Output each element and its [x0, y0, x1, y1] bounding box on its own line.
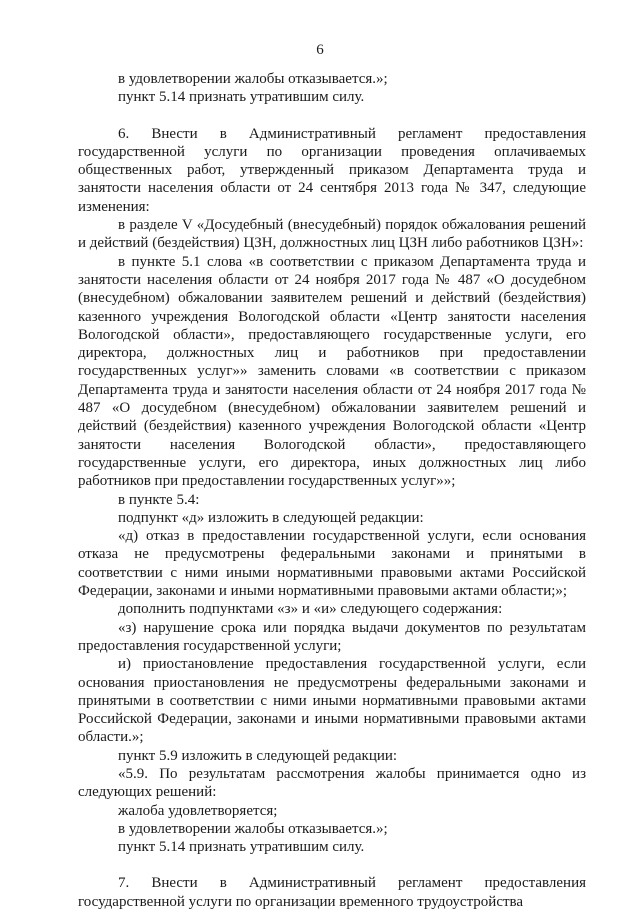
- paragraph-gap: [78, 856, 586, 874]
- paragraph: «з) нарушение срока или порядка выдачи документов по результатам предоставления государственной услуги;: [78, 619, 586, 654]
- paragraph: пункт 5.9 изложить в следующей редакции:: [118, 747, 398, 764]
- paragraph: в пункте 5.1 слова «в соответствии с приказом Департамента труда и занятости населения области от 24 ноября 2017 года № 487 «О досудебном (внесудебном) обжаловании заявителем решений и действий (бездействия) казенного учреждения Вологодской области «Центр занятости населения Вологодской области», предоставляющего государственные услуги, его директора, должностных лиц и работников при предоставлении государственных услуг»» заменить словами «в соответствии с приказом Департамента труда и занятости населения области от 24 ноября 2017 года № 487 «О досудебном (внесудебном) обжаловании заявителем решений и действий (бездействия) казенного учреждения Вологодской области «Центр занятости населения Вологодской области», предоставляющего государственные услуги, его директора, иных должностных лиц либо работников при предоставлении государственных услуг»»;: [78, 253, 586, 490]
- paragraph: в удовлетворении жалобы отказывается.»;: [118, 71, 388, 87]
- page-number: 6: [316, 42, 324, 58]
- paragraph: 6. Внести в Административный регламент предоставления государственной услуги по организации проведения оплачиваемых общественных работ, утвержденный приказом Департамента труда и занятости населения области от 24 сентября 2013 года № 347, следующие изменения:: [78, 125, 586, 215]
- paragraph: «5.9. По результатам рассмотрения жалобы принимается одно из следующих решений:: [78, 765, 586, 801]
- paragraph: в пункте 5.4:: [118, 491, 200, 508]
- paragraph: подпункт «д» изложить в следующей редакции:: [118, 509, 424, 526]
- paragraph: дополнить подпунктами «з» и «и» следующего содержания:: [118, 601, 503, 618]
- paragraph: в удовлетворении жалобы отказывается.»;: [118, 820, 388, 837]
- paragraph: жалоба удовлетворяется;: [118, 802, 278, 819]
- paragraph: в разделе V «Досудебный (внесудебный) порядок обжалования решений и действий (бездействия) ЦЗН, должностных лиц ЦЗН либо работников ЦЗН»:: [78, 217, 586, 252]
- paragraph: пункт 5.14 признать утратившим силу.: [118, 89, 365, 106]
- paragraph-gap: [78, 107, 586, 125]
- paragraph: «д) отказ в предоставлении государственной услуги, если основания отказа не предусмотрены федеральными законами и принятыми в соответствии с ними иными нормативными правовыми актами Российской Федерации, законами и иными нормативными правовыми актами области;»;: [78, 528, 586, 600]
- paragraph: 7. Внести в Административный регламент предоставления государственной услуги по организации временного трудоустройства: [78, 875, 586, 910]
- paragraph: пункт 5.14 признать утратившим силу.: [118, 839, 365, 856]
- paragraph: и) приостановление предоставления государственной услуги, если основания приостановления не предусмотрены федеральными законами и принятыми в соответствии с ними иными нормативными правовыми актами Российской Федерации, законами и иными нормативными правовыми актами области.»;: [78, 656, 586, 746]
- document-body: [78, 70, 586, 911]
